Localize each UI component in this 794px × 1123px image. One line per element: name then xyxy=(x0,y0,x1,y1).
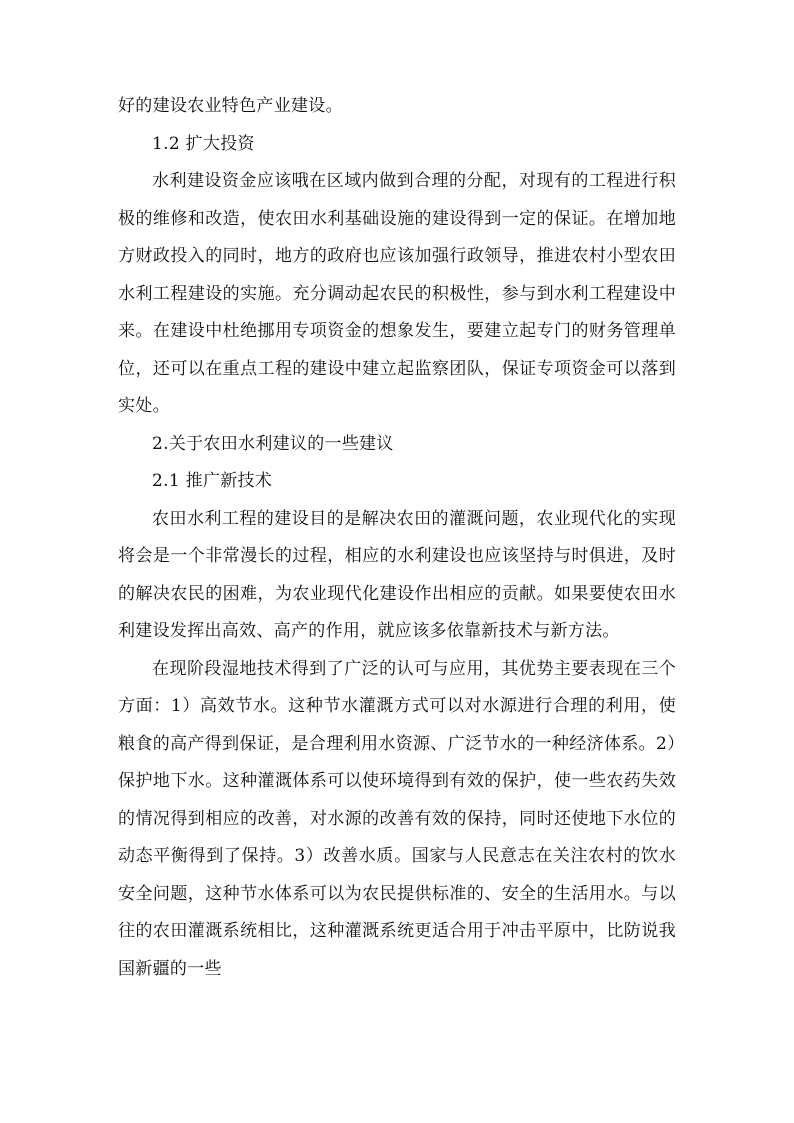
section-heading-1-2: 1.2 扩大投资 xyxy=(152,133,255,154)
paragraph-wetland-technology: 在现阶段湿地技术得到了广泛的认可与应用，其优势主要表现在三个方面：1）高效节水。这种节水灌溉方式可以对水源进行合理的利用，使粮食的高产得到保证，是合理利用水资源、广泛节水的一种经济体系。2）保护地下水。这种灌溉体系可以使环境得到有效的保护，使一些农药失效的情况得到相应的改善，对水源的改善有效的保持，同时还使地下水位的动态平衡得到了保持。3）改善水质。国家与人民意志在关注农村的饮水安全问题，这种节水体系可以为农民提供标准的、安全的生活用水。与以往的农田灌溉系统相比，这种灌溉系统更适合用于冲击平原中，比防说我国新疆的一些 xyxy=(118,658,676,979)
paragraph-new-technology: 农田水利工程的建设目的是解决农田的灌溉问题，农业现代化的实现将会是一个非常漫长的过程，相应的水利建设也应该坚持与时俱进，及时的解决农民的困难，为农业现代化建设作出相应的贡献。如果要使农田水利建设发挥出高效、高产的作用，就应该多依靠新技术与新方法。 xyxy=(118,508,676,641)
document-body xyxy=(118,88,676,988)
paragraph-continuation: 好的建设农业特色产业建设。 xyxy=(118,96,343,116)
section-heading-2-1: 2.1 推广新技术 xyxy=(152,471,273,491)
paragraph-investment: 水利建设资金应该哦在区域内做到合理的分配，对现有的工程进行积极的维修和改造，使农田水利基础设施的建设得到一定的保证。在增加地方财政投入的同时，地方的政府也应该加强行政领导，推进农村小型农田水利工程建设的实施。充分调动起农民的积极性，参与到水利工程建设中来。在建设中杜绝挪用专项资金的想象发生，要建立起专门的财务管理单位，还可以在重点工程的建设中建立起监察团队，保证专项资金可以落到实处。 xyxy=(118,171,676,416)
section-heading-2: 2.关于农田水利建议的一些建议 xyxy=(152,433,394,454)
